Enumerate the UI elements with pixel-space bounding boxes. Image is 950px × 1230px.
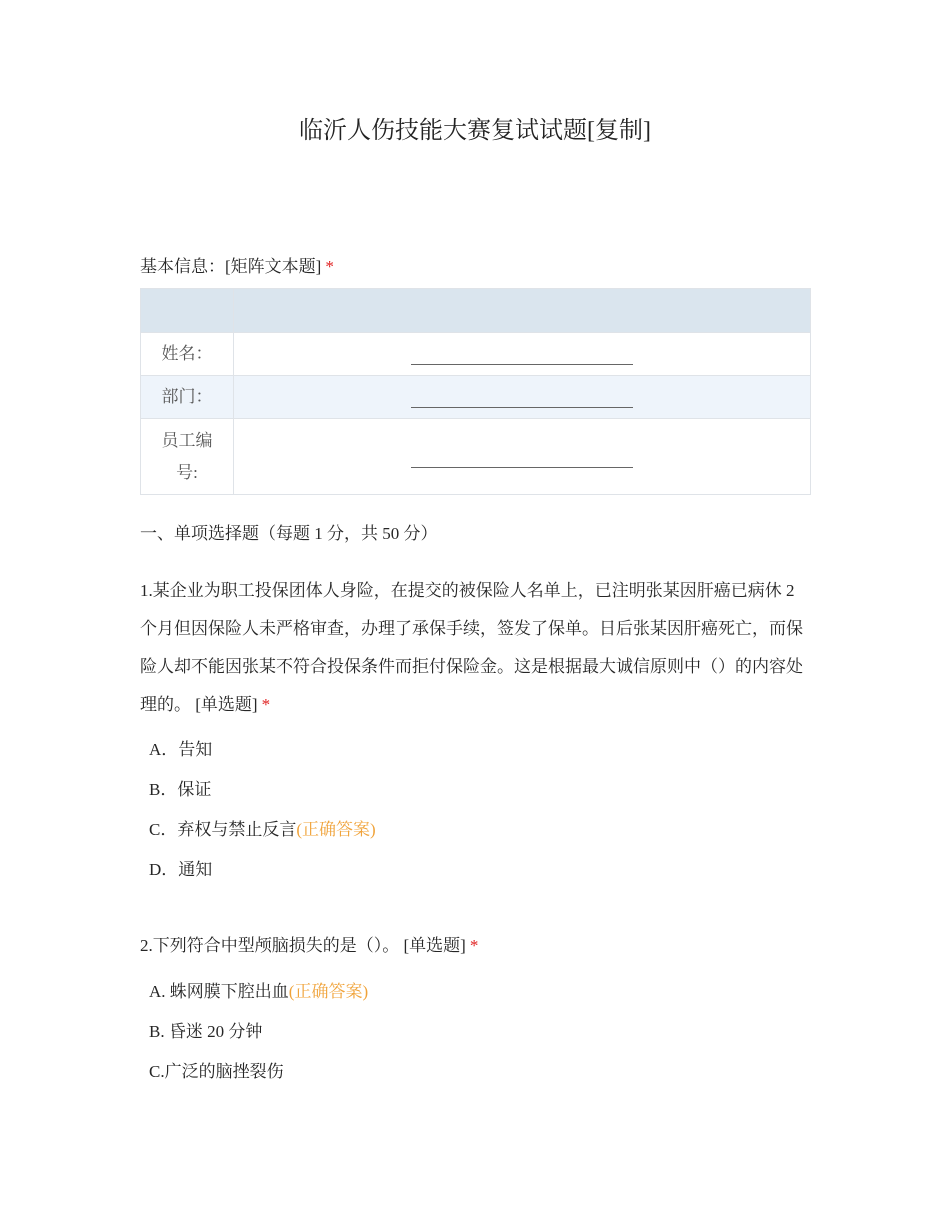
option-text: D．通知 <box>149 860 213 879</box>
matrix-label-employee-id <box>141 419 234 495</box>
department-input-line[interactable] <box>411 406 633 408</box>
question-1-options <box>149 730 376 890</box>
question-2 <box>140 927 812 965</box>
matrix-label-employee-id-text: 员工编号: <box>161 430 213 482</box>
matrix-label-department <box>141 376 234 419</box>
page-title: 临沂人伤技能大赛复试试题[复制] <box>299 118 651 144</box>
question-1-option-b[interactable] <box>149 770 376 810</box>
section-heading: 一、单项选择题（每题 1 分，共 50 分） <box>140 524 438 543</box>
required-mark: * <box>325 257 334 276</box>
name-input-line[interactable] <box>411 363 633 365</box>
matrix-row-name <box>141 333 811 376</box>
matrix-header-label-cell <box>141 289 234 333</box>
question-2-option-c[interactable] <box>149 1052 368 1092</box>
department-input-cell[interactable] <box>234 376 811 419</box>
matrix-label-name <box>141 333 234 376</box>
option-text: C.广泛的脑挫裂伤 <box>149 1062 284 1081</box>
option-text: A．告知 <box>149 740 213 759</box>
matrix-row-employee-id <box>141 419 811 495</box>
basic-info-title-text: 基本信息：[矩阵文本题] <box>140 257 322 276</box>
matrix-label-department-text: 部门： <box>161 387 213 406</box>
question-1-option-d[interactable] <box>149 850 376 890</box>
question-2-type-tag: [单选题] <box>403 936 466 955</box>
basic-info-question-title <box>140 252 334 277</box>
question-1-required-mark: * <box>261 695 271 714</box>
option-text: C．弃权与禁止反言 <box>149 820 297 839</box>
employee-id-input-cell[interactable] <box>234 419 811 495</box>
matrix-header-input-cell <box>234 289 811 333</box>
question-1-type-tag: [单选题] <box>195 695 258 714</box>
question-2-option-b[interactable] <box>149 1012 368 1052</box>
option-text: A. 蛛网膜下腔出血 <box>149 982 289 1001</box>
question-2-required-mark: * <box>469 936 479 955</box>
question-1 <box>140 572 812 724</box>
matrix-label-name-text: 姓名： <box>161 344 213 363</box>
question-2-text: 2.下列符合中型颅脑损失的是（）。 <box>140 936 400 955</box>
matrix-row-department <box>141 376 811 419</box>
question-2-option-a[interactable] <box>149 972 368 1012</box>
question-2-options <box>149 972 368 1092</box>
correct-answer-label: (正确答案) <box>296 820 376 839</box>
name-input-cell[interactable] <box>234 333 811 376</box>
question-1-option-a[interactable] <box>149 730 376 770</box>
question-1-option-c[interactable] <box>149 810 376 850</box>
option-text: B．保证 <box>149 780 212 799</box>
matrix-header-row <box>141 289 811 333</box>
correct-answer-label: (正确答案) <box>288 982 369 1001</box>
basic-info-matrix <box>140 288 811 495</box>
question-1-text: 1.某企业为职工投保团体人身险，在提交的被保险人名单上，已注明张某因肝癌已病休 2 个月但因保险人未严格审查，办理了承保手续，签发了保单。日后张某因肝癌死亡，而保险人却不能因张某不符合投保条件而拒付保险金。这是根据最大诚信原则中（）的内容处理的。 <box>140 581 803 714</box>
employee-id-input-line[interactable] <box>411 466 633 468</box>
option-text: B. 昏迷 20 分钟 <box>149 1022 263 1041</box>
